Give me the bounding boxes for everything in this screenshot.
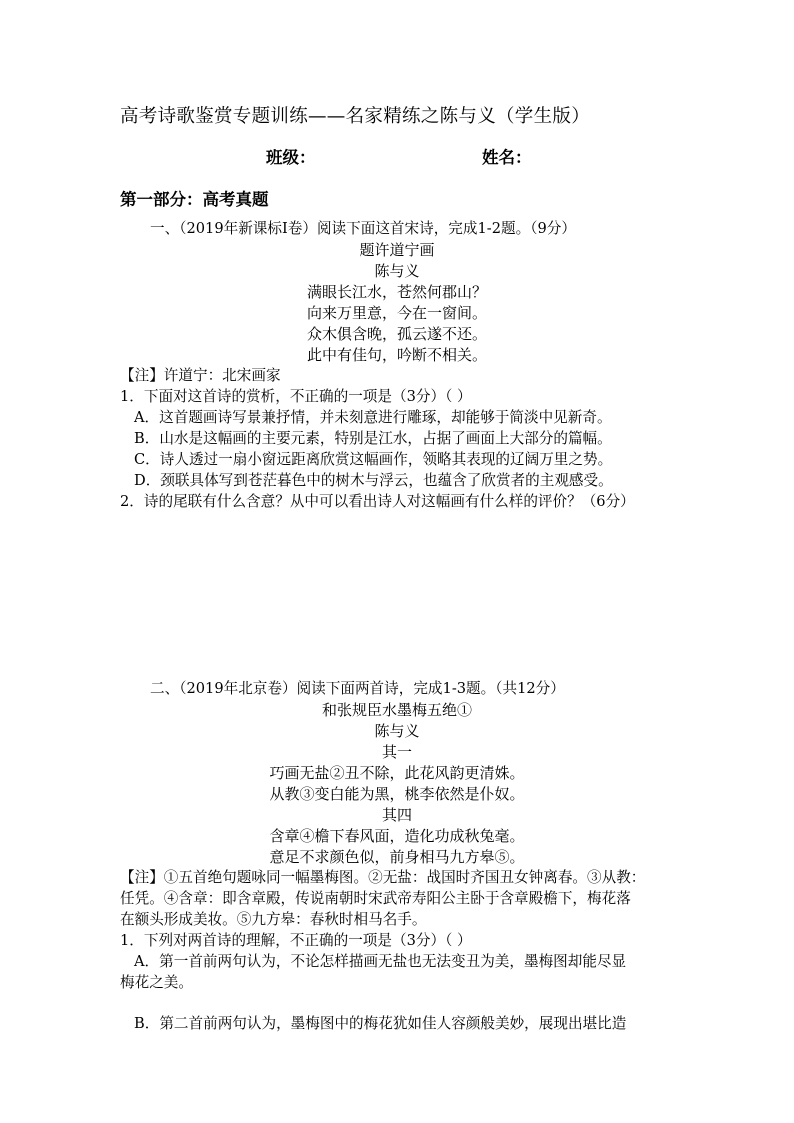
poem-author: 陈与义 <box>374 722 420 740</box>
class-label: 班级： <box>266 148 316 167</box>
poem-title: 题许道宁画 <box>359 241 435 259</box>
question-intro: 一、（2019年新课标Ⅰ卷）阅读下面这首宋诗，完成1-2题。（9分） <box>150 220 576 237</box>
poem-line: 满眼长江水，苍然何郡山？ <box>306 283 487 301</box>
poem-line: 从教③变白能为黑，桃李依然是仆奴。 <box>269 785 525 803</box>
answer-option: B．第二首前两句认为，墨梅图中的梅花犹如佳人容颜般美妙，展现出堪比造 <box>134 1015 627 1032</box>
annotation-note: 任凭。④含章：即含章殿，传说南朝时宋武帝寿阳公主卧于含章殿檐下，梅花落 <box>120 890 631 907</box>
answer-option: A．第一首前两句认为，不论怎样描画无盐也无法变丑为美，墨梅图却能尽显 <box>134 953 627 970</box>
poem-line: 意足不求颜色似，前身相马九方皋⑤。 <box>269 848 525 866</box>
question-item: 2．诗的尾联有什么含意？从中可以看出诗人对这幅画有什么样的评价？（6分） <box>120 493 635 510</box>
poem-line: 含章④檐下春风面，造化功成秋兔毫。 <box>269 827 525 845</box>
poem-line: 众木俱含晚，孤云遂不还。 <box>306 325 487 343</box>
section-heading: 第一部分：高考真题 <box>120 190 269 209</box>
page-title: 高考诗歌鉴赏专题训练——名家精练之陈与义（学生版） <box>120 106 591 127</box>
answer-option: C．诗人透过一扇小窗远距离欣赏这幅画作，领略其表现的辽阔万里之势。 <box>134 451 613 468</box>
question-item: 1．下列对两首诗的理解，不正确的一项是（3分）（ ） <box>120 932 472 949</box>
poem-line: 此中有佳句，吟断不相关。 <box>306 346 487 364</box>
question-intro: 二、（2019年北京卷）阅读下面两首诗，完成1-3题。（共12分） <box>150 680 565 697</box>
annotation-note: 【注】①五首绝句题咏同一幅墨梅图。②无盐：战国时齐国丑女钟离春。③从教： <box>120 869 646 886</box>
annotation-note: 在额头形成美妆。⑤九方皋：春秋时相马名手。 <box>120 911 427 928</box>
poem-line: 向来万里意，今在一窗间。 <box>306 304 487 322</box>
answer-option-continued: 梅花之美。 <box>120 974 193 991</box>
poem-subtitle: 其四 <box>381 806 412 824</box>
annotation-note: 【注】许道宁：北宋画家 <box>120 367 281 384</box>
poem-subtitle: 其一 <box>381 743 412 761</box>
poem-title: 和张规臣水墨梅五绝① <box>321 701 472 719</box>
name-label: 姓名： <box>482 148 532 167</box>
question-item: 1．下面对这首诗的赏析，不正确的一项是（3分）（ ） <box>120 388 472 405</box>
poem-line: 巧画无盐②丑不除，此花风韵更清姝。 <box>269 764 525 782</box>
poem-author: 陈与义 <box>374 262 420 280</box>
answer-option: A．这首题画诗写景兼抒情，并未刻意进行雕琢，却能够于简淡中见新奇。 <box>134 409 612 426</box>
answer-option: B．山水是这幅画的主要元素，特别是江水，占据了画面上大部分的篇幅。 <box>134 430 612 447</box>
answer-option: D．颈联具体写到苍茫暮色中的树木与浮云，也蕴含了欣赏者的主观感受。 <box>134 472 613 489</box>
